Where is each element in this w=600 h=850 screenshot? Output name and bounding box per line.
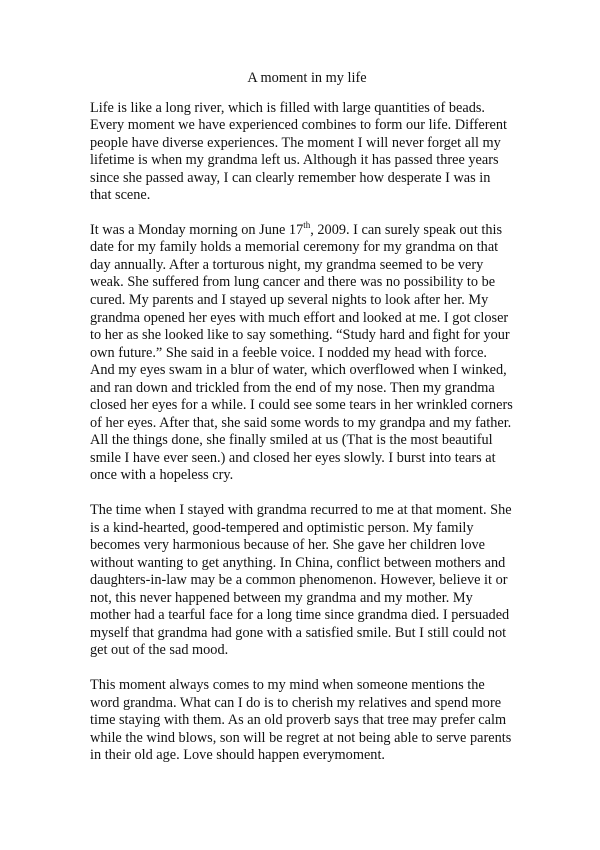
text-line: not, this never happened between my grandma and my mother. My xyxy=(90,589,473,606)
text-line: and ran down and trickled from the end of my nose. Then my grandma xyxy=(90,379,495,396)
text-line-end: , 2009. I can surely speak out this xyxy=(310,221,503,238)
text-line-start: It was a Monday morning on June 17 xyxy=(90,221,304,238)
text-line: Every moment we have experienced combines to form our life. Different xyxy=(90,117,507,134)
text-line: weak. She suffered from lung cancer and there was no possibility to be xyxy=(90,274,496,291)
text-line: cured. My parents and I stayed up several nights to look after her. My xyxy=(90,292,489,309)
text-line: smile I have ever seen.) and closed her eyes slowly. I burst into tears at xyxy=(90,449,496,466)
text-line: that scene. xyxy=(90,187,151,204)
text-line: And my eyes swam in a blur of water, which overflowed when I winked, xyxy=(90,362,507,379)
text-line: date for my family holds a memorial ceremony for my grandma on that xyxy=(90,239,499,256)
paragraph-2 xyxy=(90,222,524,485)
text-line: This moment always comes to my mind when someone mentions the xyxy=(90,676,485,693)
paragraph-4 xyxy=(90,677,524,765)
text-line: word grandma. What can I do is to cherish my relatives and spend more xyxy=(90,694,502,711)
text-line: of her eyes. After that, she said some words to my grandpa and my father. xyxy=(90,414,512,431)
text-line: day annually. After a torturous night, my grandma seemed to be very xyxy=(90,256,484,273)
text-line: own future.” She said in a feeble voice. I nodded my head with force. xyxy=(90,344,487,361)
text-line: All the things done, she finally smiled at us (That is the most beautiful xyxy=(90,432,493,449)
ordinal-suffix: th xyxy=(303,220,311,231)
text-line: myself that grandma had gone with a satisfied smile. But I still could not xyxy=(90,624,507,641)
text-line: to her as she looked like to say something. “Study hard and fight for your xyxy=(90,327,510,344)
text-line: lifetime is when my grandma left us. Although it has passed three years xyxy=(90,152,499,169)
text-line: is a kind-hearted, good-tempered and optimistic person. My family xyxy=(90,519,474,536)
text-line: The time when I stayed with grandma recurred to me at that moment. She xyxy=(90,502,512,519)
text-line: in their old age. Love should happen everymoment. xyxy=(90,747,385,764)
text-line: grandma opened her eyes with much effort and looked at me. I got closer xyxy=(90,309,509,326)
document-page xyxy=(90,70,524,782)
text-line: get out of the sad mood. xyxy=(90,642,229,659)
document-title: A moment in my life xyxy=(247,70,367,86)
text-line xyxy=(90,222,524,240)
text-line: since she passed away, I can clearly remember how desperate I was in xyxy=(90,169,491,186)
text-line: without wanting to get anything. In China, conflict between mothers and xyxy=(90,554,506,571)
text-line: once with a hopeless cry. xyxy=(90,467,234,484)
text-line: time staying with them. As an old proverb says that tree may prefer calm xyxy=(90,712,507,729)
text-line: people have diverse experiences. The moment I will never forget all my xyxy=(90,134,501,151)
text-line: Life is like a long river, which is filled with large quantities of beads. xyxy=(90,99,486,116)
paragraph-3 xyxy=(90,502,524,660)
paragraph-1 xyxy=(90,100,524,205)
text-line: becomes very harmonious because of her. She gave her children love xyxy=(90,537,486,554)
text-line: while the wind blows, son will be regret at not being able to serve parents xyxy=(90,729,512,746)
text-line: closed her eyes for a while. I could see some tears in her wrinkled corners xyxy=(90,397,513,414)
text-line: daughters-in-law may be a common phenomenon. However, believe it or xyxy=(90,572,508,589)
text-line: mother had a tearful face for a long time since grandma died. I persuaded xyxy=(90,607,510,624)
